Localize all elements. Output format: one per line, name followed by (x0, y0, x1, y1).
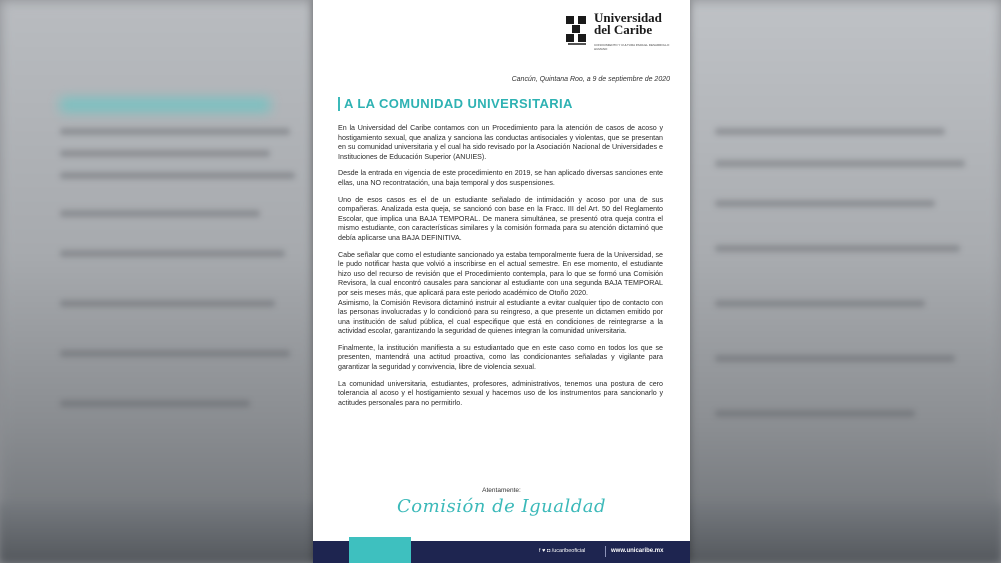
letter-paragraph: Finalmente, la institución manifiesta a su estudiantado que en este caso como en todos los que se presenten, mantendrá una actitud proactiva, como las condicionantes señaladas y vigilante para garantizar la seguridad y convivencia, libre de violencia sexual. (338, 343, 663, 372)
background-title-blur (60, 98, 270, 112)
signature-block (313, 487, 690, 517)
letter-paragraph: Uno de esos casos es el de un estudiante señalado de intimidación y acoso por una de sus compañeras. Analizada esta queja, se sancionó con base en la Fracc. III del Art. 50 del Reglamento Escolar, que implica una BAJA TEMPORAL. De manera simultánea, se presentó otra queja contra el mismo estudiante, con características similares y la comisión formada para su atención dictaminó que debía aplicarse una BAJA DEFINITIVA. (338, 195, 663, 242)
letter-date: Cancún, Quintana Roo, a 9 de septiembre de 2020 (511, 76, 670, 83)
background-text-blur (60, 350, 290, 357)
background-right-blur (681, 0, 1001, 563)
footer-teal-block (349, 537, 411, 563)
background-text-blur (715, 410, 915, 417)
social-handle[interactable]: /ucaribeoficial (551, 548, 586, 554)
letter-paragraph: Asimismo, la Comisión Revisora dictaminó instruir al estudiante a evitar cualquier tipo de contacto con las personas involucradas y lo condicionó para su reingreso, a que presente un dictamen emitido por una institución de salud pública, el cual especifique que está en condiciones de reintegrarse a la actividad escolar, garantizando la seguridad de quienes integran la comunidad universitaria. (338, 298, 663, 336)
background-text-blur (715, 355, 955, 362)
letter-footer (313, 541, 690, 563)
background-text-blur (715, 245, 960, 252)
background-text-blur (60, 150, 270, 157)
letter-paragraph: La comunidad universitaria, estudiantes, profesores, administrativos, tenemos una postura de cero tolerancia al acoso y el hostigamiento sexual y hacemos uso de los instrumentos para sancionarlo y actitudes personales para no permitirlo. (338, 379, 663, 407)
letter-title: A LA COMUNIDAD UNIVERSITARIA (344, 96, 573, 111)
background-text-blur (60, 210, 260, 217)
twitter-icon[interactable]: ♥ (542, 548, 546, 554)
university-emblem-icon (564, 14, 590, 48)
title-accent-bar (338, 97, 340, 111)
letter-paragraph: En la Universidad del Caribe contamos con un Procedimiento para la atención de casos de acoso y hostigamiento sexual, que analiza y sanciona las conductas antisociales y violentas, que se presentan en su comunidad universitaria y el cual ha sido revisado por la Asociación Nacional de Universidades e Instituciones de Educación Superior (ANUIES). (338, 124, 663, 161)
letter-paragraph: Desde la entrada en vigencia de este procedimiento en 2019, se han aplicado diversas sanciones ente ellas, una NO recontratación, una baja temporal y dos suspensiones. (338, 169, 663, 187)
university-logo (564, 12, 676, 58)
letter-paragraph: Cabe señalar que como el estudiante sancionado ya estaba temporalmente fuera de la Universidad, se le pudo notificar hasta que volvió a inscribirse en el actual semestre. En ese momento, el estudiante hizo uso del recurso de revisión que el Procedimiento contempla, para lo que se formó una Comisión Revisora, la cual encontró causales para sancionar al estudiante con una segunda BAJA TEMPORAL por seis meses más, que aplicará para este periodo académico de Otoño 2020. (338, 250, 663, 297)
letter-body (338, 124, 663, 415)
letter-page (313, 0, 690, 563)
closing-text: Atentamente: (482, 487, 521, 494)
background-text-blur (60, 300, 275, 307)
website-link[interactable]: www.unicaribe.mx (611, 548, 664, 554)
background-text-blur (715, 200, 935, 207)
background-text-blur (60, 128, 290, 135)
instagram-icon[interactable]: ◘ (546, 548, 551, 554)
background-text-blur (60, 172, 295, 179)
background-text-blur (715, 160, 965, 167)
university-name-line2: del Caribe (594, 22, 653, 37)
facebook-icon[interactable]: f (539, 548, 541, 554)
background-text-blur (715, 128, 945, 135)
background-text-blur (60, 250, 285, 257)
university-tagline: CONOCIMIENTO Y CULTURA PARA EL DESARROLLO HUMANO (594, 43, 670, 51)
university-name (594, 12, 662, 36)
footer-divider (605, 546, 606, 557)
background-left-blur (0, 0, 315, 563)
footer-social (539, 548, 585, 554)
background-text-blur (715, 300, 925, 307)
signature-name: Comisión de Igualdad (397, 496, 606, 517)
background-text-blur (60, 400, 250, 407)
university-name-line1: Universidad (594, 10, 662, 25)
